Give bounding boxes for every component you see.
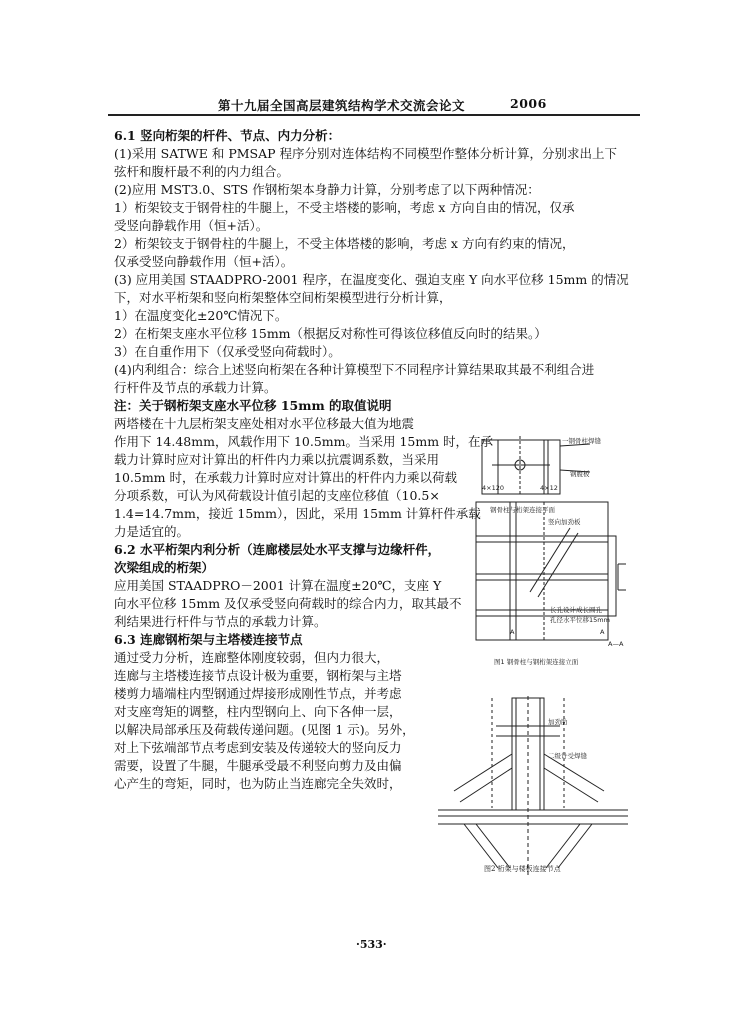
text-line: (2)应用 MST3.0、STS 作钢桁架本身静力计算，分别考虑了以下两种情况： [114, 182, 540, 197]
header-year: 2006 [510, 96, 547, 111]
text-line: (3) 应用美国 STAADPRO-2001 程序，在温度变化、强迫支座 Y 向水平位移 15mm 的情况 [114, 272, 629, 287]
fig1-label-slot-hole: 长孔设计成长圆孔 [550, 606, 602, 614]
running-header [108, 94, 640, 116]
text-line: 弦杆和腹杆最不利的内力组合。 [114, 164, 290, 179]
page-number: ·533· [356, 938, 387, 951]
text-line: 次梁组成的桁架） [114, 560, 215, 575]
text-line: 1）桁架铰支于钢骨柱的牛腿上，不受主塔楼的影响，考虑 x 方向自由的情况，仅承 [114, 200, 575, 215]
text-line: 受竖向静载作用（恒+活）。 [114, 218, 269, 233]
text-line: 仅承受竖向静载作用（恒+活）。 [114, 254, 294, 269]
text-line: 以解决局部承压及荷载传递问题。(见图 1 示)。另外， [114, 722, 415, 737]
text-line: (1)采用 SATWE 和 PMSAP 程序分别对连体结构不同模型作整体分析计算，分别求出上下 [114, 146, 618, 161]
fig1-label-top: 一钢骨柱焊缝 [562, 437, 601, 445]
text-line: 连廊与主塔楼连接节点设计极为重要，钢桁架与主塔 [114, 668, 402, 683]
header-title: 第十九届全国高层建筑结构学术交流会论文 [218, 98, 466, 113]
text-line: 2）桁架铰支于钢骨柱的牛腿上，不受主体塔楼的影响，考虑 x 方向有约束的情况， [114, 236, 575, 251]
text-line: 下，对水平桁架和竖向桁架整体空间桁架模型进行分析计算， [114, 290, 452, 305]
fig1-section-label: A—A [608, 640, 624, 648]
figure-2 [436, 696, 630, 876]
fig1-plan-caption: 钢骨柱与桁架连接平面 [490, 506, 555, 514]
text-line: 作用下 14.48mm，风载作用下 10.5mm。当采用 15mm 时，在承 [114, 434, 494, 449]
figure-1 [470, 432, 630, 672]
figure-1-caption: 图1 钢骨柱与钢桁架连接立面 [494, 658, 579, 666]
text-line: 行杆件及节点的承载力计算。 [114, 380, 277, 395]
fig1-label-slot-displacement: 孔径水平位移15mm [550, 616, 610, 624]
text-line: 载力计算时应对计算出的杆件内力乘以抗震调系数，当采用 [114, 452, 440, 467]
fig1-section-mark-a1: A [510, 628, 515, 636]
text-line: 2）在桁架支座水平位移 15mm（根据反对称性可得该位移值反向时的结果。） [114, 326, 547, 341]
text-line: 分项系数，可认为风荷载设计值引起的支座位移值（10.5× [114, 488, 440, 503]
figure-2-caption: 图2 桁架与楼板连接节点 [484, 865, 561, 873]
text-line: 注：关于钢桁架支座水平位移 15mm 的取值说明 [114, 398, 392, 413]
fig2-label-stiffener: 加劲肋 [548, 718, 568, 726]
header-rule [108, 114, 640, 116]
text-line: 6.1 竖向桁架的杆件、节点、内力分析： [114, 128, 341, 143]
fig1-dim-left: 4×120 [482, 484, 504, 492]
text-line: 1）在温度变化±20℃情况下。 [114, 308, 288, 323]
text-line: 利结果进行杆件与节点的承载力计算。 [114, 614, 327, 629]
text-line: 心产生的弯矩，同时，也为防止当连廊完全失效时， [114, 776, 402, 791]
text-line: 向水平位移 15mm 及仅承受竖向荷载时的综合内力，取其最不 [114, 596, 462, 611]
fig1-label-stiffener: 竖向加劲板 [548, 518, 581, 526]
text-line: 应用美国 STAADPRO－2001 计算在温度±20℃，支座 Y [114, 578, 442, 593]
fig1-dim-right: 4×12 [540, 484, 558, 492]
text-line: 需要，设置了牛腿，牛腿承受最不利竖向剪力及由偏 [114, 758, 402, 773]
fig2-label-weld: 二级计受焊缝 [548, 752, 587, 760]
text-line: 两塔楼在十九层桁架支座处相对水平位移最大值为地震 [114, 416, 415, 431]
text-line: 6.2 水平桁架内利分析（连廊楼层处水平支撑与边缘杆件， [114, 542, 441, 557]
text-line: 对支座弯矩的调整，柱内型钢向上、向下各伸一层， [114, 704, 402, 719]
fig1-label-right: 钢腹板 [570, 470, 590, 478]
fig1-section-mark-a2: A [600, 628, 605, 636]
text-line: 1.4=14.7mm，接近 15mm），因此，采用 15mm 计算杆件承载 [114, 506, 481, 521]
text-line: 力是适宜的。 [114, 524, 190, 539]
text-line: 10.5mm 时，在承载力计算时应对计算出的杆件内力乘以荷载 [114, 470, 458, 485]
text-line: 对上下弦端部节点考虑到安装及传递较大的竖向反力 [114, 740, 402, 755]
text-line: 通过受力分析，连廊整体刚度较弱，但内力很大， [114, 650, 390, 665]
text-line: 楼剪力墙端柱内型钢通过焊接形成刚性节点，并考虑 [114, 686, 402, 701]
text-line: (4)内利组合：综合上述竖向桁架在各种计算模型下不同程序计算结果取其最不利组合进 [114, 362, 595, 377]
text-line: 3）在自重作用下（仅承受竖向荷载时）。 [114, 344, 341, 359]
text-line: 6.3 连廊钢桁架与主塔楼连接节点 [114, 632, 303, 647]
